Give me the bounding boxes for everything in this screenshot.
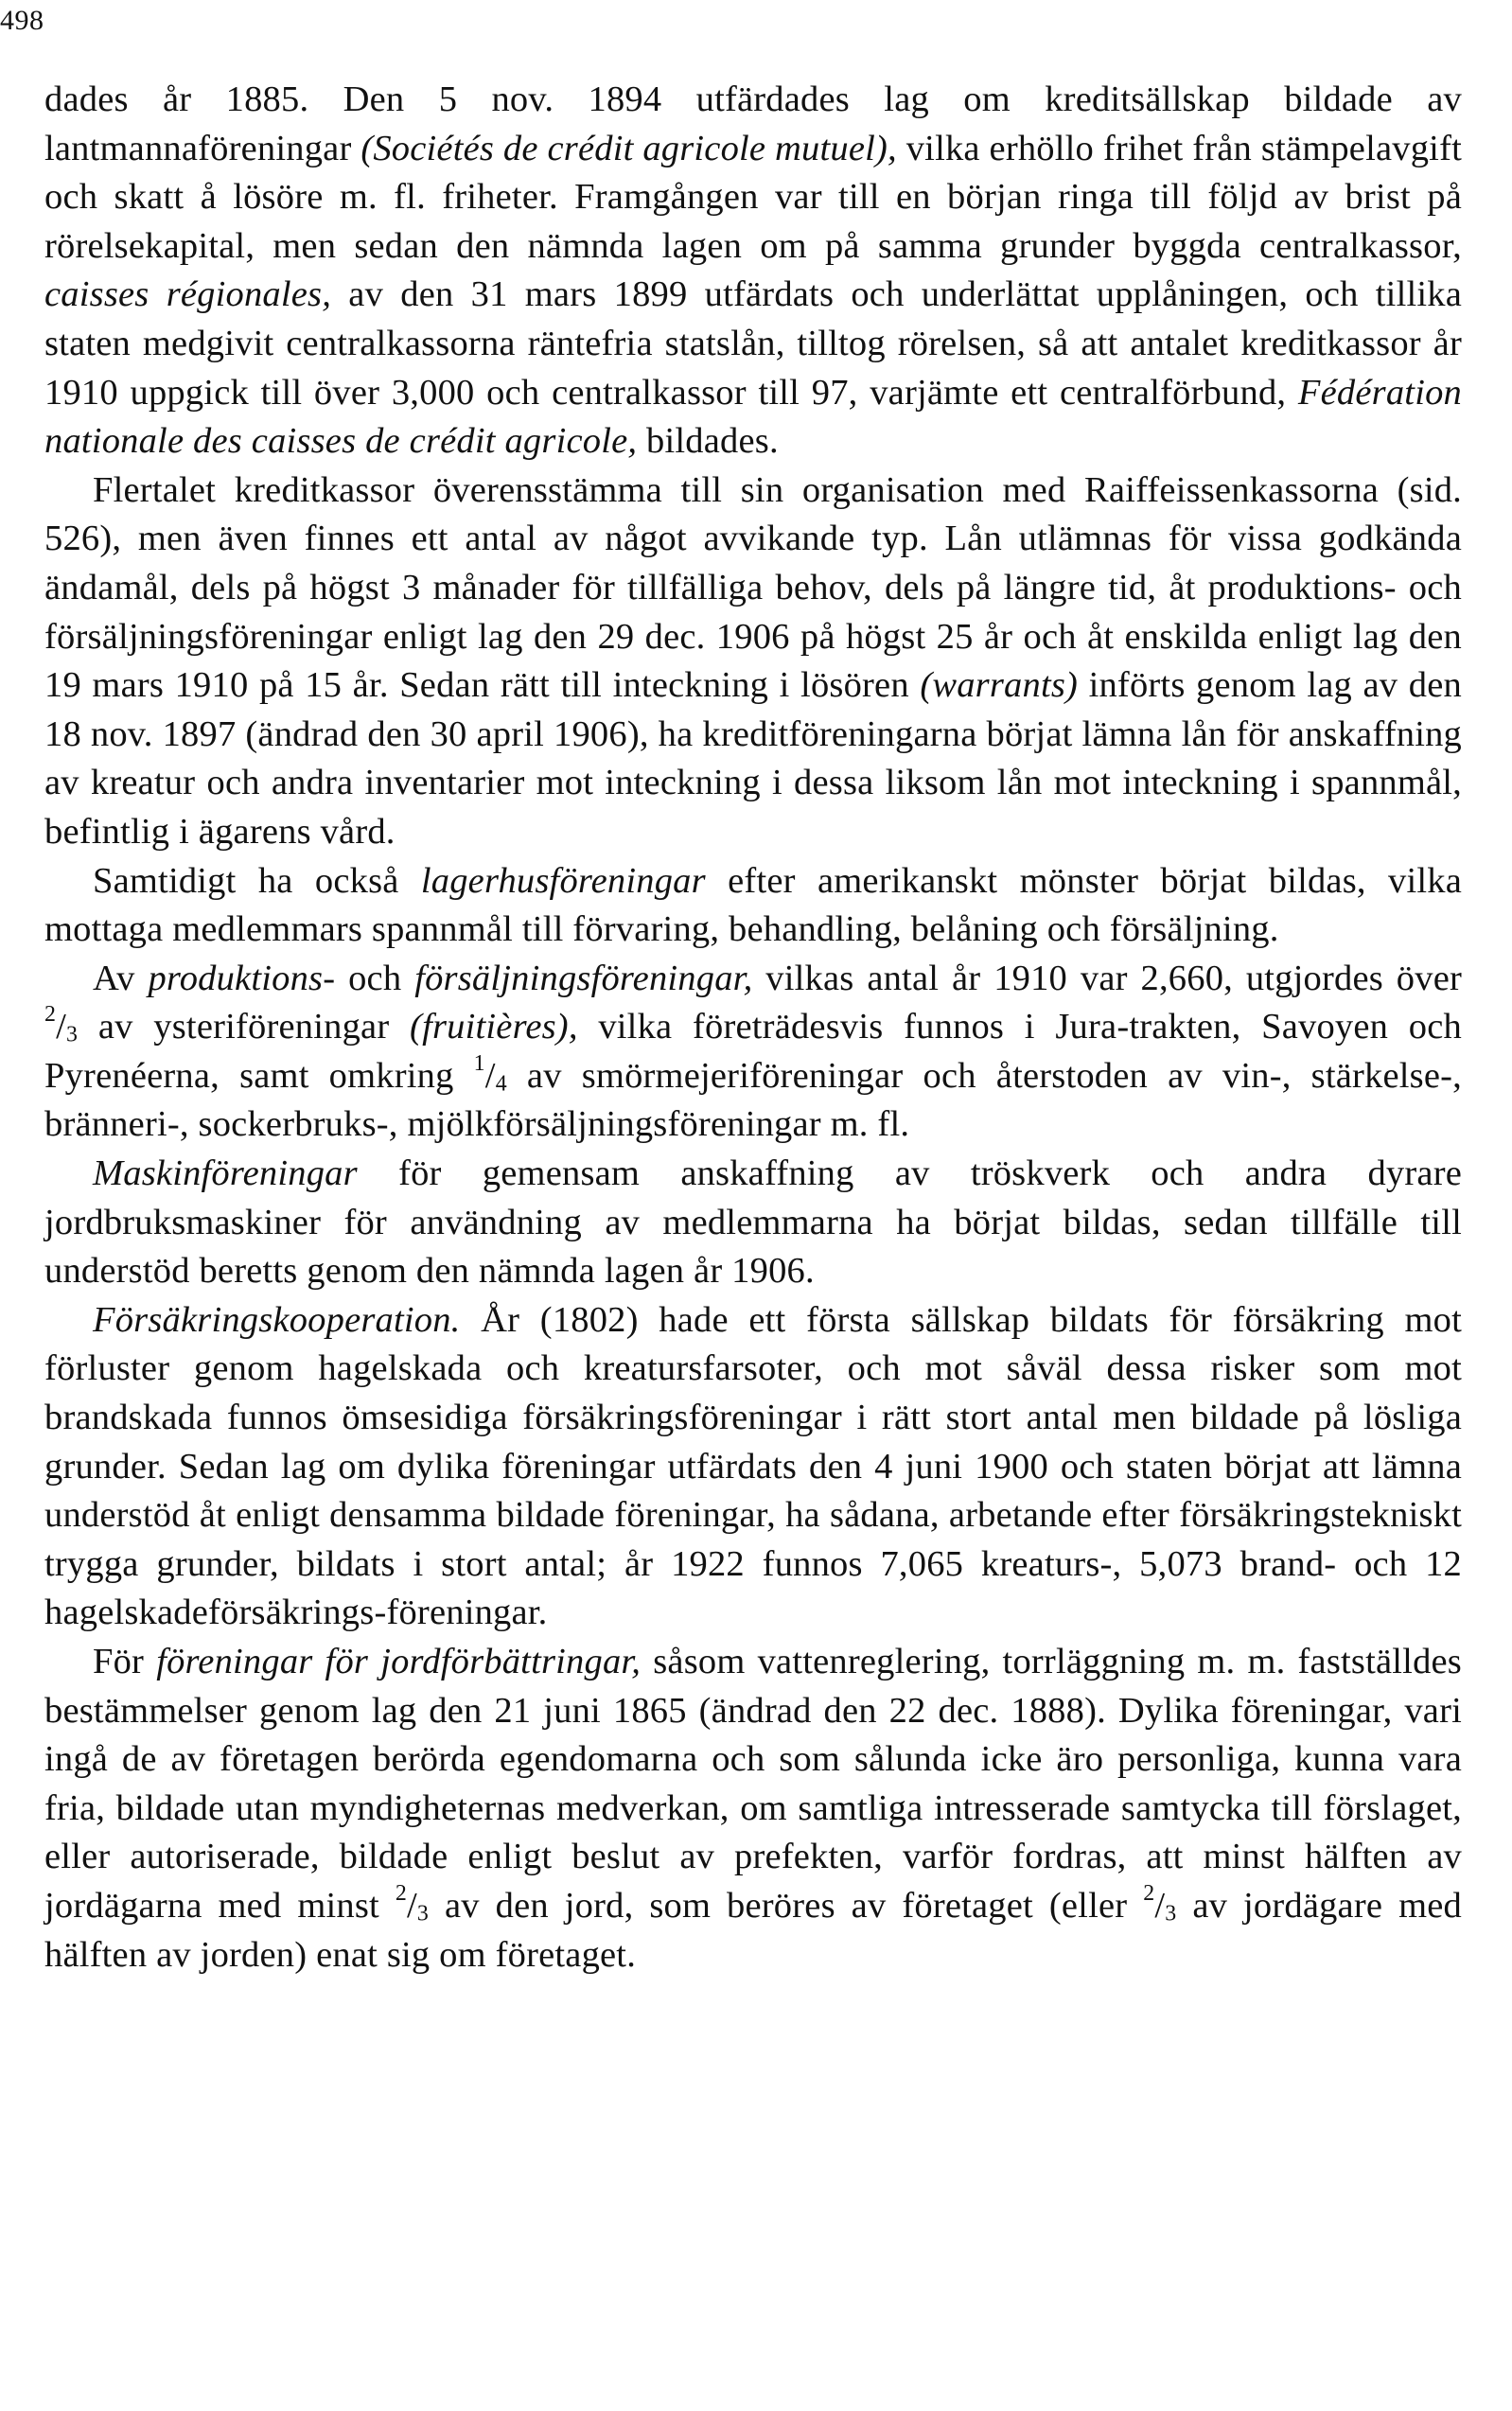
fraction-denominator: 4 <box>495 1071 507 1097</box>
italic-term: försäljningsföreningar, <box>414 958 753 998</box>
text-run: och <box>335 958 415 998</box>
fraction-numerator: 2 <box>44 1002 57 1028</box>
text-run: av den jord, som beröres av företaget (eller <box>429 1885 1144 1926</box>
text-run: Samtidigt ha också <box>93 860 421 901</box>
italic-term: Fédération nationale des caisses de crédit agricole, <box>44 372 1462 462</box>
text-run: bildades. <box>637 421 779 462</box>
text-run: av smörmejeriföreningar och återstoden av vin-, stärkelse-, bränneri-, sockerbruks-, mjölkförsäljningsföreningar m. fl. <box>44 1055 1462 1145</box>
paragraph-land-improvement <box>44 1638 1462 1980</box>
text-run: dades år 1885. Den 5 nov. 1894 utfärdades lag om kreditsällskap bildade av lantmannaföreningar <box>44 79 1462 168</box>
fraction-numerator: 2 <box>395 1881 407 1907</box>
italic-term: (Sociétés de crédit agricole mutuel), <box>360 128 897 168</box>
fraction-denominator: 3 <box>66 1022 79 1047</box>
paragraph-warehouse-associations <box>44 857 1462 955</box>
text-run: av ysteriföreningar <box>78 1007 411 1047</box>
text-run: av jordägare med hälften av jorden) enat sig om företaget. <box>44 1885 1462 1975</box>
italic-term: (warrants) <box>920 665 1079 706</box>
text-run: efter amerikanskt mönster börjat bildas, vilka mottaga medlemmars spannmål till förvaring, behandling, belåning och försäljning. <box>44 860 1463 950</box>
text-run: Av <box>93 958 149 998</box>
fraction: $^2/_3$ <box>1143 1881 1177 1927</box>
paragraph-credit-funds <box>44 466 1462 857</box>
italic-term: Maskinföreningar <box>93 1153 358 1194</box>
italic-term: (fruitières), <box>410 1007 578 1047</box>
text-run: införts genom lag av den 18 nov. 1897 (ändrad den 30 april 1906), ha kreditföreningarna börjat lämna lån för anskaffning av kreatur och andra inventarier mot inteckning i dessa liksom lån mot inteckning i spannmål, befintlig i ägarens vård. <box>44 665 1462 852</box>
text-run: vilka företrädesvis funnos i Jura-trakten, Savoyen och Pyrenéerna, samt omkring <box>44 1007 1462 1096</box>
italic-term: caisses régionales, <box>44 274 332 315</box>
text-run: Flertalet kreditkassor överensstämma till sin organisation med Raiffeissenkassorna (sid. 526), men även finnes ett antal av något avvikande typ. Lån utlämnas för vissa godkända ändamål, dels på högst 3 månader för tillfälliga behov, dels på längre tid, åt produktions- och försäljningsföreningar enligt lag den 29 dec. 1906 på högst 25 år och åt enskilda enligt lag den 19 mars 1910 på 15 år. Sedan rätt till inteckning i lösören <box>44 469 1462 706</box>
text-run: av den 31 mars 1899 utfärdats och underlättat upplåningen, och tillika staten medgivit centralkassorna räntefria statslån, tilltog rörelsen, så att antalet kreditkassor år 1910 uppgick till över 3,000 och centralkassor till 97, varjämte ett centralförbund, <box>44 274 1462 413</box>
fraction-numerator: 2 <box>1143 1881 1155 1907</box>
fraction-denominator: 3 <box>416 1901 430 1927</box>
text-run: för gemensam anskaffning av tröskverk och andra dyrare jordbruksmaskiner för användning av medlemmarna ha börjat bildas, sedan tillfälle till understöd beretts genom den nämnda lagen år 1906. <box>44 1153 1462 1292</box>
fraction: $^2/_3$ <box>395 1881 430 1927</box>
italic-term: produktions- <box>148 958 336 998</box>
fraction: $^2/_3$ <box>44 1002 79 1047</box>
text-run: vilka erhöllo frihet från stämpelavgift och skatt å lösöre m. fl. friheter. Framgången var till en början ringa till följd av brist på rörelsekapital, men sedan den nämnda lagen om på samma grunder byggda centralkassor, <box>44 128 1462 266</box>
page-number: 498 <box>0 5 44 36</box>
fraction-numerator: 1 <box>473 1050 485 1076</box>
text-run: såsom vattenreglering, torrläggning m. m. fastställdes bestämmelser genom lag den 21 juni 1865 (ändrad den 22 dec. 1888). Dylika föreningar, vari ingå de av företagen berörda egendomarna och som sålunda icke äro personliga, kunna vara fria, bildade utan myndigheternas medverkan, om samtliga intresserade samtycka till förslaget, eller autoriserade, bildade enligt beslut av prefekten, varför fordras, att minst hälften av jordägarna med minst <box>44 1642 1462 1926</box>
fraction: $^1/_4$ <box>473 1050 507 1097</box>
paragraph-production-associations <box>44 955 1462 1150</box>
italic-term: föreningar för jordförbättringar, <box>156 1642 642 1681</box>
text-run: vilkas antal år 1910 var 2,660, utgjordes över <box>752 958 1463 998</box>
text-run: För <box>93 1642 157 1681</box>
italic-term: Försäkringskooperation. <box>93 1299 461 1340</box>
text-run: År (1802) hade ett första sällskap bildats för försäkring mot förluster genom hagelskada och kreatursfarsoter, och mot såväl dessa risker som mot brandskada funnos ömsesidiga försäkringsföreningar i rätt stort antal men bildade på lösliga grunder. Sedan lag om dylika föreningar utfärdats den 4 juni 1900 och staten börjat att lämna understöd åt enligt densamma bildade föreningar, ha sådana, arbetande efter försäkringstekniskt trygga grunder, bildats i stort antal; år 1922 funnos 7,065 kreaturs-, 5,073 brand- och 12 hagelskadeförsäkrings-föreningar. <box>44 1299 1462 1633</box>
fraction-denominator: 3 <box>1165 1901 1177 1927</box>
paragraph-machine-associations <box>44 1150 1462 1296</box>
paragraph-credit-societies <box>44 76 1462 466</box>
body-text <box>44 76 1462 1980</box>
paragraph-insurance-cooperation <box>44 1296 1462 1638</box>
italic-term: lagerhusföreningar <box>420 860 706 901</box>
